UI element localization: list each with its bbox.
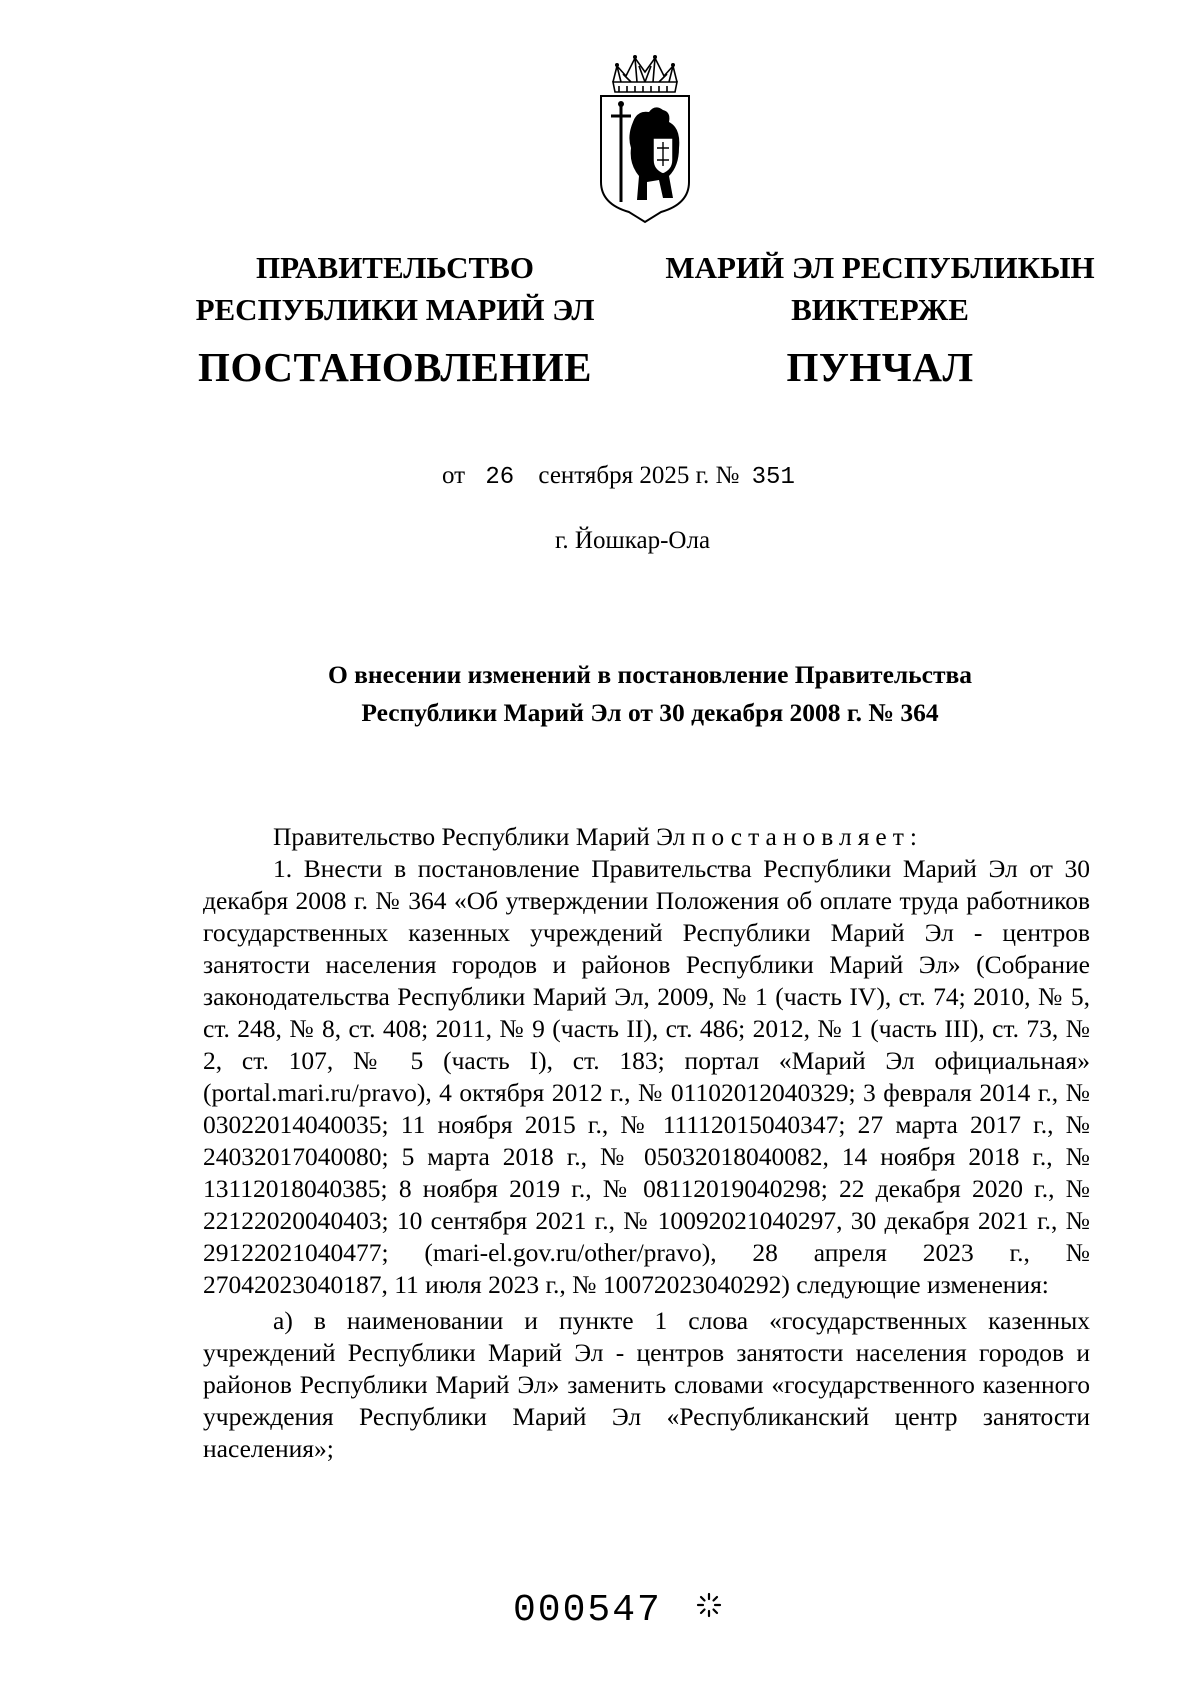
coat-of-arms-emblem <box>593 52 697 228</box>
date-day: 26 <box>485 464 515 491</box>
body-intro <box>203 821 1090 853</box>
title-line-2: Республики Марий Эл от 30 декабря 2008 г. № 364 <box>361 698 939 727</box>
header-left-line-2: РЕСПУБЛИКИ МАРИЙ ЭЛ <box>195 292 595 327</box>
header-right-line-2: ВИКТЕРЖЕ <box>791 292 969 327</box>
document-type-mari: ПУНЧАЛ <box>786 344 974 390</box>
title-line-1: О внесении изменений в постановление Правительства <box>327 660 973 689</box>
intro-prefix: Правительство Республики Марий Эл <box>273 822 686 851</box>
document-type-russian: ПОСТАНОВЛЕНИЕ <box>198 344 592 390</box>
document-city: г. Йошкар-Ола <box>555 527 711 554</box>
date-prefix: от <box>442 462 466 489</box>
intro-resolves: постановляет: <box>691 822 923 851</box>
document-number: 351 <box>751 464 795 491</box>
footer <box>513 1589 722 1632</box>
document-title <box>200 656 1100 732</box>
header-right-line-1: МАРИЙ ЭЛ РЕСПУБЛИКЫН <box>665 250 1095 285</box>
document-date-line <box>442 462 795 491</box>
asterisk-mark-icon <box>696 1592 722 1618</box>
body-paragraph-2: а) в наименовании и пункте 1 слова «государственных казенных учреждений Республики Марий Эл - центров занятости населения городов и районов Республики Марий Эл» заменить словами «государственного казенного учреждения Республики Марий Эл «Республиканский центр занятости населения»; <box>203 1306 1090 1463</box>
document-body <box>203 821 1090 1465</box>
header-left <box>195 247 595 393</box>
body-paragraph-1: 1. Внести в постановление Правительства Республики Марий Эл от 30 декабря 2008 г. № 364 «Об утверждении Положения об оплате труда работников государственных казенных учреждений Республики Марий Эл - центров занятости населения городов и районов Республики Марий Эл» (Собрание законодательства Республики Марий Эл, 2009, № 1 (часть IV), ст. 74; 2010, № 5, ст. 248, № 8, ст. 408; 2011, № 9 (часть II), ст. 486; 2012, № 1 (часть III), ст. 73, № 2, ст. 107, № 5 (часть I), ст. 183; портал «Марий Эл официальная» (portal.mari.ru/pravo), 4 октября 2012 г., № 01102012040329; 3 февраля 2014 г., № 03022014040035; 11 ноября 2015 г., № 11112015040347; 27 марта 2017 г., № 24032017040080; 5 марта 2018 г., № 05032018040082, 14 ноября 2018 г., № 13112018040385; 8 ноября 2019 г., № 08112019040298; 22 декабря 2020 г., № 22122020040403; 10 сентября 2021 г., № 10092021040297, 30 декабря 2021 г., № 29122021040477; (mari-el.gov.ru/other/pravo), 28 апреля 2023 г., № 27042023040187, 11 июля 2023 г., № 10072023040292) следующие изменения: <box>203 854 1090 1299</box>
header-right <box>665 247 1095 393</box>
header-left-line-1: ПРАВИТЕЛЬСТВО <box>256 250 534 285</box>
date-month-year: сентября 2025 г. № <box>538 462 740 489</box>
serial-number: 000547 <box>513 1589 662 1632</box>
